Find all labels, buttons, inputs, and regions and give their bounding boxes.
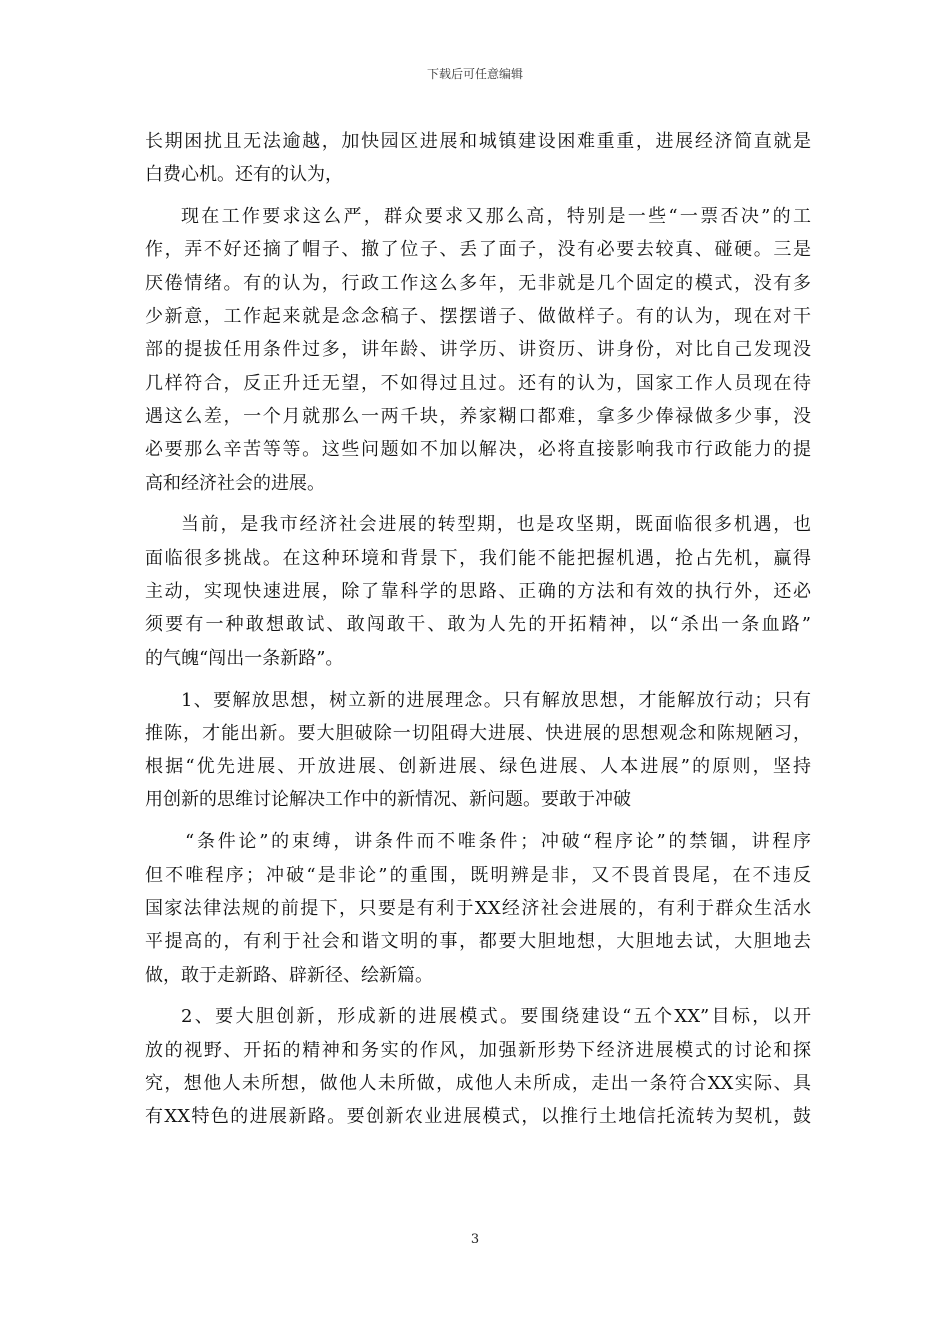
text-line: 做，敢于走新路、辟新径、绘新篇。 — [145, 964, 433, 986]
page-number: 3 — [470, 1232, 480, 1247]
text-line: “条件论”的束缚，讲条件而不唯条件；冲破“程序论”的禁锢，讲程序 — [185, 831, 811, 853]
page-header — [0, 66, 950, 82]
header-text: 下载后可任意编辑 — [426, 67, 523, 81]
text-line: 根据“优先进展、开放进展、创新进展、绿色进展、人本进展”的原则，坚持 — [145, 756, 811, 778]
text-line: 部的提拔任用条件过多，讲年龄、讲学历、讲资历、讲身份，对比自己发现没 — [145, 339, 811, 361]
text-line: 厌倦情绪。有的认为，行政工作这么多年，无非就是几个固定的模式，没有多 — [145, 272, 811, 294]
page-footer — [0, 1232, 950, 1248]
text-line: 主动，实现快速进展，除了靠科学的思路、正确的方法和有效的执行外，还必 — [145, 581, 811, 603]
text-line: 长期困扰且无法逾越，加快园区进展和城镇建设困难重重，进展经济简直就是 — [145, 131, 811, 152]
text-line: 作，弄不好还摘了帽子、撤了位子、丢了面子，没有必要去较真、碰硬。三是 — [145, 239, 811, 261]
text-line: 须要有一种敢想敢试、敢闯敢干、敢为人先的开拓精神，以“杀出一条血路” — [145, 614, 811, 636]
text-line: 现在工作要求这么严，群众要求又那么高，特别是一些“一票否决”的工 — [181, 206, 811, 228]
text-line: 究，想他人未所想，做他人未所做，成他人未所成，走出一条符合XX实际、具 — [145, 1072, 811, 1094]
text-line: 少新意，工作起来就是念念稿子、摆摆谱子、做做样子。有的认为，现在对干 — [145, 306, 811, 328]
text-line: 几样符合，反正升迁无望，不如得过且过。还有的认为，国家工作人员现在待 — [145, 372, 811, 394]
text-line: 平提高的，有利于社会和谐文明的事，都要大胆地想，大胆地去试，大胆地去 — [145, 931, 811, 953]
text-line: 白费心机。还有的认为， — [145, 164, 343, 186]
text-line: 放的视野、开拓的精神和务实的作风，加强新形势下经济进展模式的讨论和探 — [145, 1039, 811, 1061]
text-line: 但不唯程序；冲破“是非论”的重围，既明辨是非，又不畏首畏尾，在不违反 — [145, 864, 811, 886]
text-line: 1、要解放思想，树立新的进展理念。只有解放思想，才能解放行动；只有 — [181, 689, 811, 711]
text-line: 高和经济社会的进展。 — [145, 472, 325, 494]
text-line: 当前，是我市经济社会进展的转型期，也是攻坚期，既面临很多机遇，也 — [181, 514, 811, 536]
text-line: 用创新的思维讨论解决工作中的新情况、新问题。要敢于冲破 — [145, 789, 631, 811]
text-line: 2、要大胆创新，形成新的进展模式。要围绕建设“五个XX”目标，以开 — [181, 1006, 811, 1028]
text-line: 必要那么辛苦等等。这些问题如不加以解决，必将直接影响我市行政能力的提 — [145, 439, 811, 461]
text-line: 推陈，才能出新。要大胆破除一切阻碍大进展、快进展的思想观念和陈规陋习， — [145, 722, 811, 744]
document-body — [145, 125, 811, 1134]
text-line: 面临很多挑战。在这种环境和背景下，我们能不能把握机遇，抢占先机，赢得 — [145, 547, 811, 569]
text-line: 遇这么差，一个月就那么一两千块，养家糊口都难，拿多少俸禄做多少事，没 — [145, 405, 811, 427]
text-line: 国家法律法规的前提下，只要是有利于XX经济社会进展的，有利于群众生活水 — [145, 897, 811, 919]
text-line: 的气魄“闯出一条新路”。 — [145, 647, 344, 669]
text-line: 有XX特色的进展新路。要创新农业进展模式，以推行土地信托流转为契机，鼓 — [145, 1106, 811, 1128]
